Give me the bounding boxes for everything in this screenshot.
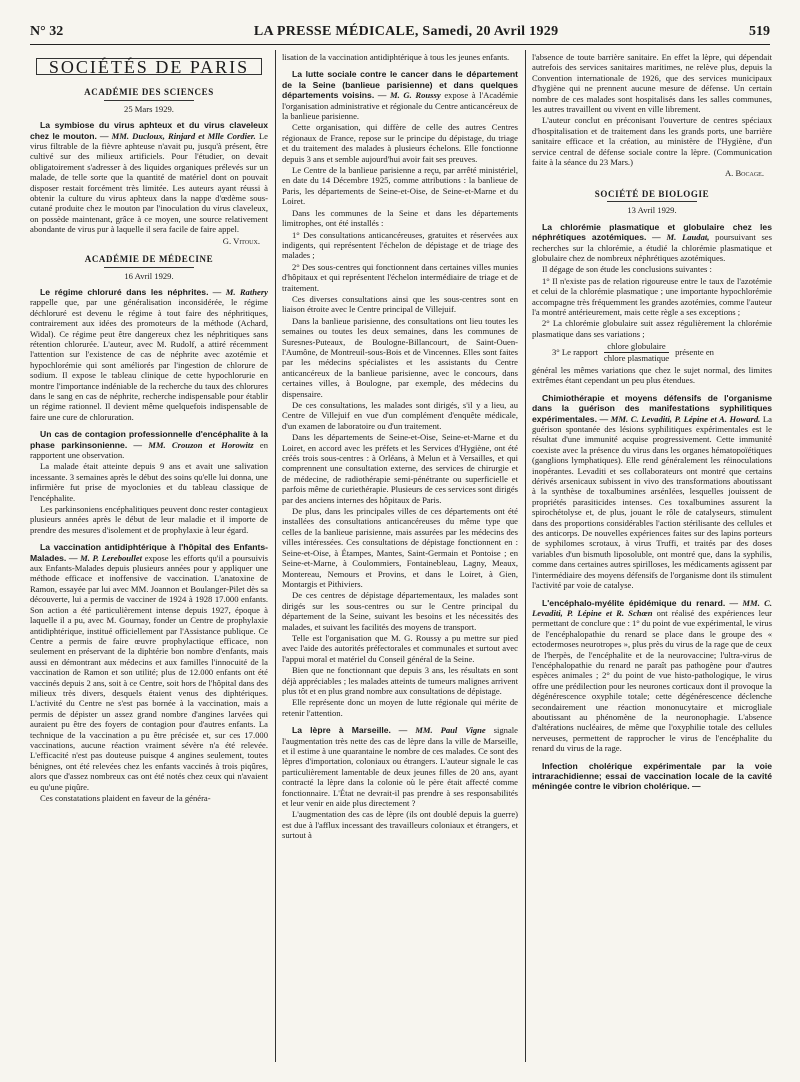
heading-rule xyxy=(104,100,194,101)
article-text: 1° Il n'existe pas de relation rigoureuse entre le taux de l'azotémie et celui de la chlorémie plasmatique ; une importante hypochlorémie accompagne très fréquemment les grandes azotémies, comme l'auteur l'a montré antérieurement, mais cette règle a ses exceptions ; xyxy=(532,275,772,317)
society-heading: SOCIÉTÉ DE BIOLOGIE xyxy=(594,188,710,199)
column-3 xyxy=(532,52,772,1062)
article-text: Bien que ne fonctionnant que depuis 3 ans, les résultats en sont déjà appréciables ; les malades atteints de tumeurs malignes arrivent plus tôt et en plus grand nombre aux consultations de dépistage. xyxy=(282,665,518,696)
article-text: Le virus filtrable de la fièvre aphteuse n'avait pu, jusqu'à présent, être cultivé sur des milieux artificiels. Pour l'étudier, on devait obligatoirement s'adresser à des liquides organiques prélevés sur un malade, de telle sorte que la quantité de matériel dont on pouvait disposer restait forcément très limitée. Les auteurs ayant réussi à obtenir la culture du virus aphteux dans la nappe d'œdème sous-cutané produite chez le mouton par l'inoculation du virus claveleux, on possède maintenant, grâce à ce moyen, une source relativement abondante de virus pur à laquelle il sera facile de faire appel. xyxy=(30,130,268,235)
article-text: De plus, dans les principales villes de ces départements ont été installées des consultations anticancéreuses du même type que celles de la banlieue parisienne, mais assurées par les médecins des villes intéressées. Ces consultations de dépistage fonctionnent en : Seine-et-Oise, à Étampes, Mantes, Saint-Germain et Pontoise ; en Seine-et-Marne, à Coulommiers, Fontainebleau, Lagny, Meaux, Montereau, Nemours et Provins, et dans le Loiret, à Gien, Montargis et Pithiviers. xyxy=(282,506,518,589)
article-authors: — M. P. Lereboullet xyxy=(68,552,143,563)
fraction-denominator: chlore plasmatique xyxy=(603,352,670,363)
article-paragraph xyxy=(532,393,772,591)
page-header xyxy=(30,24,770,40)
article-text: L'auteur conclut en préconisant l'ouverture de centres spéciaux d'hospitalisation et de traitement dans les grands ports, une barrière sanitaire efficace et la création, au ministère de l'Hygiène, d'un service central de défense sociale contre la lèpre. (Communication faite à la séance du 23 Mars.) xyxy=(532,115,772,168)
article-text: lisation de la vaccination antidiphtérique à tous les jeunes enfants. xyxy=(282,52,510,62)
article-authors: — MM. Ducloux, Rinjard et Mlle Cordier. xyxy=(99,130,256,141)
article-title: Infection cholérique expérimentale par la voie intrarachidienne; essai de vaccination locale de la cavité méningée contre le vibrion cholérique. — xyxy=(532,760,772,792)
article-text: ont réalisé des expériences leur permettant de conclure que : 1° du point de vue expérimental, le virus de l'encéphalopathie du renard se place dans le groupe des « ectodermoses neurotropes », plus près du virus de la rage que de ceux de l'herpès, de l'encéphalite et de la neurovaccine; l'ultra-virus de l'encéphalopathie du renard ne paraît pas pathogène pour d'autres espèces animales ; 2° du point de vue histo-pathologique, le virus offre une prédilection pour les neurones corticaux dont il provoque la dégénérescence oxyphile totale; cette dégénérescence déclenche secondairement une réaction mononucytaire et microgliale aboutissant au phénomène de la neuronophagie. L'absence d'altérations nucléaires, de même que l'oxyphilie totale des cellules nerveuses, permettent de rapprocher le virus de l'encéphalite du renard du virus de la rage. xyxy=(532,607,772,754)
article-text: La malade était atteinte depuis 9 ans et avait une salivation incessante. 3 semaines après le début des soins qu'elle lui donna, une infirmière fut prise de myoclonies et du tableau classique de l'encéphalite. xyxy=(30,461,268,503)
formula-suffix: présente en xyxy=(675,346,714,357)
article-authors: — M. G. Roussy xyxy=(377,90,441,101)
article-paragraph xyxy=(30,542,268,792)
article-title: La lèpre à Marseille. xyxy=(292,725,391,736)
academy-heading: ACADÉMIE DES SCIENCES xyxy=(84,87,214,98)
article-text: en rapportent une observation. xyxy=(30,439,268,460)
page-number: 519 xyxy=(749,24,770,39)
article-title: Chimiothérapie et moyens défensifs de l'organisme dans la guérison des manifestations syphilitiques expérimentales. xyxy=(532,392,772,424)
academy-heading: ACADÉMIE DE MÉDECINE xyxy=(84,254,214,265)
article-text: Dans la banlieue parisienne, des consultations ont lieu toutes les semaines ou toutes les deux semaines, dans les communes de Suresnes-Puteaux, de Boulogne-Billancourt, de Saint-Ouen-l'Aumône, de Montreuil-sous-Bois et de Vincennes. Elles sont faites par les médecins spécialistes et les assistants du Centre anticancéreux de la banlieue parisienne, avec le concours, dans certaines villes, à Boulogne, par exemple, des médecins du dispensaire. xyxy=(282,315,518,399)
article-authors: — MM. Crouzon et Horowitz xyxy=(133,439,254,450)
ratio-formula xyxy=(552,341,772,363)
article-text: La guérison spontanée des lésions syphilitiques expérimentales est le résultat d'une immunité acquise progressivement. Cette immunité coexiste avec la présence du virus dans les organes hématopoïétiques (ganglions lymphatiques). Elle rend généralement les réinoculations inopérantes. Levaditi et ses collaborateurs ont montré que certains dérivés arsenicaux subissent in vivo des transformations aboutissant à la synthèse de toxalbumines arsénIées, lesquelles jouissent de propriétés parasiticides intenses. Ces toxalbumines assurent la spirochétolyse et, de plus, jouant le rôle de catalyseurs, stimulent dans des proportions considérables l'action stérilisante des cellules et des anticorps. De nouvelles expériences faites sur des lapins porteurs de syphilomes scrotaux, à virus Truffi, et traités par des doses variables d'un bismuth liposoluble, ont montré que, dans la syphilis, comme dans certaines autres spirilloses, les médicaments agissent par l'intermédiaire des moyens défensifs de l'organisme dont ils stimulent l'activité par voie de catalyse. xyxy=(532,413,772,591)
article-title: La lutte sociale contre le cancer dans le département de la Seine (banlieue parisienne) et dans quelques départements voisins. xyxy=(282,69,518,101)
article-text: De ces centres de dépistage départementaux, les malades sont dirigés sur les sous-centres ou sur le Centre principal du département de la Seine, suivant les besoins et les nécessités des malades, et suivant les facilités des moyens de transport. xyxy=(282,590,518,632)
header-rule xyxy=(30,44,770,45)
article-paragraph xyxy=(532,761,772,792)
session-date: 13 Avril 1929. xyxy=(627,205,677,216)
article-text: expose les efforts qu'il a poursuivis aux Enfants-Malades depuis plusieurs années pour y appliquer une méthode efficace et inoffensive de vaccination. L'anatoxine de Ramon, essayée par lui avec MM. Joannon et Boulanger-Pilet dès sa découverte, lui a permis de vacciner de 1924 à 1928 17.000 enfants. Son action a été particulièrement intense depuis 1927, époque à laquelle il a pu, avec M. Gournay, fonder un Centre de prophylaxie antidiphtérique, institué officiellement par l'Assistance publique. Ce Centre a permis de faire œuvre prophylactique efficace, non seulement en préservant de la diphtérie bon nombre d'enfants, mais aussi en démontrant aux médecins et aux familles l'innocuité de la vaccination de Ramon et son utilité; plus de 12.000 enfants ont été vaccinés depuis 2 ans, soit à ce Centre, soit hors de l'hôpital dans des milieux très divers, desquels étaient venus des diphtériques. L'activité du Centre ne s'est pas bornée à la vaccination, mais a permis de dépister un assez grand nombre d'angines larvées qui auraient pu être des foyers de contagion pour d'autres enfants. La technique de la vaccination a pu être précisée et, sur ces 17.000 vaccinations, aucune réaction vraiment sévère n'a été relevée. L'efficacité n'est pas douteuse puisque 4 angines seulement, toutes bénignes, ont été relevées chez les enfants vaccinés à trois piqûres, alors que d'assez nombreux cas ont été notés chez ceux qui n'avaient eu qu'une piqûre. xyxy=(30,552,268,792)
article-authors: — MM. Paul Vigne xyxy=(398,725,486,736)
article-text: Il dégage de son étude les conclusions suivantes : xyxy=(542,264,712,275)
heading-rule xyxy=(104,267,194,268)
article-paragraph xyxy=(30,429,268,460)
column-1 xyxy=(30,52,268,1062)
formula-prefix: 3° Le rapport xyxy=(552,346,598,357)
session-date: 16 Avril 1929. xyxy=(124,270,174,281)
article-text: Cette organisation, qui diffère de celle des autres Centres régionaux de France, repose sur le principe du dépistage, du triage et du traitement des malades à plusieurs échelons. Elle fonctionne depuis 3 ans et semble aujourd'hui avoir fait ses preuves. xyxy=(282,122,518,164)
article-text: Le Centre de la banlieue parisienne a reçu, par arrêté ministériel, en date du 14 Décembre 1925, comme attributions : la banlieue de Paris, les départements de Seine-et-Oise, de Seine-et-Marne et du Loiret. xyxy=(282,165,518,207)
article-authors: — M. Laudat, xyxy=(652,232,710,243)
article-title: La chlorémie plasmatique et globulaire chez les néphrétiques azotémiques. xyxy=(532,221,772,243)
article-text: rappelle que, par une généralisation inconsidérée, le régime déchloruré est devenu le régime à tout faire des néphritiques, contrairement aux idées des promoteurs de la méthode (Achard, Widal). Ce régime peut être dangereux chez les néphritiques sans rétention chlorurée. L'auteur, avec M. Rudolf, a attiré récemment l'attention sur l'existence de cas de néphrite avec azotémie et hypochlorémie qui sont améliorés par l'ingestion de chlorure de sodium. Il expose le tableau clinique de cette hypochlorurie en montre l'importance indéniable de la recherche du taux des chlorures dans le sang en cas de néphrite, recherche indispensable pour établir un régime rationnel. Il devient même quelquefois indispensable de faire une cure de chloruration. xyxy=(30,297,268,422)
article-text: De ces consultations, les malades sont dirigés, s'il y a lieu, au Centre de Villejuif en vue d'un complément d'enquête médicale, d'un examen de laboratoire ou d'un traitement. xyxy=(282,400,518,431)
article-authors: — MM. C. Levaditi, P. Lépine et R. Schœn xyxy=(532,597,772,618)
article-text: Dans les communes de la Seine et dans les départements limitrophes, ont été installés : xyxy=(282,207,518,229)
signature: A. Bocage. xyxy=(724,168,764,179)
article-paragraph xyxy=(282,69,518,121)
article-text: 2° Des sous-centres qui fonctionnent dans certaines villes munies d'hôpitaux et qui représentent l'échelon intermédiaire de triage et de traitement. xyxy=(282,261,518,293)
section-title: SOCIÉTÉS DE PARIS xyxy=(48,57,250,77)
article-title: Un cas de contagion professionnelle d'encéphalite à la phase parkinsonienne. xyxy=(30,429,268,450)
article-text: Ces constatations plaident en faveur de la généra- xyxy=(40,793,211,803)
article-text: 1° Des consultations anticancéreuses, gratuites et réservées aux indigents, qui représentent l'échelon de dépistage et de triage des malades ; xyxy=(282,229,518,261)
article-text: Dans les départements de Seine-et-Oise, Seine-et-Marne et du Loiret, en accord avec les préfets et les Services d'Hygiène, ont été créés trois sous-centres : à Orléans, à Melun et à Versailles, et qui comprennent une consultation externe, des services de chirurgie et de médecine, de radiothérapie semi-pénétrante ou superficielle et parfois même de curiethérapie. Plusieurs de ces services sont dirigés par des anciens internes des hôpitaux de Paris. xyxy=(282,432,518,505)
article-paragraph xyxy=(30,120,268,234)
article-paragraph xyxy=(30,287,268,422)
article-title: La symbiose du virus aphteux et du virus claveleux chez le mouton. xyxy=(30,120,268,141)
column-2 xyxy=(282,52,518,1062)
column-divider xyxy=(525,50,526,1062)
article-text: Telle est l'organisation que M. G. Roussy a pu mettre sur pied avec l'aide des autorités préfectorales et communales et surtout avec l'appui moral et matériel du Conseil général de la Seine. xyxy=(282,632,518,664)
article-text: Les parkinsoniens encéphalitiques peuvent donc rester contagieux plusieurs années après le début de leur maladie et il importe de prendre des mesures d'isolement et de prophylaxie à leur égard. xyxy=(30,504,268,535)
fraction xyxy=(604,341,669,363)
journal-title: LA PRESSE MÉDICALE, Samedi, 20 Avril 1929 xyxy=(253,24,559,39)
session-date: 25 Mars 1929. xyxy=(124,103,174,114)
article-paragraph xyxy=(532,222,772,264)
article-paragraph xyxy=(532,598,772,754)
article-text: L'augmentation des cas de lèpre (ils ont doublé depuis la guerre) est due à l'afflux incessant des travailleurs coloniaux et étrangers, et surtout à xyxy=(282,809,518,841)
column-divider xyxy=(275,50,276,1062)
article-title: La vaccination antidiphtérique à l'hôpital des Enfants-Malades. xyxy=(30,542,268,563)
article-title: L'encéphalo-myélite épidémique du renard. xyxy=(542,597,726,608)
article-text: 2° La chlorémie globulaire suit assez régulièrement la chlorémie plasmatique dans ses variations ; xyxy=(532,318,772,339)
article-paragraph xyxy=(282,725,518,808)
article-text: Elle représente donc un moyen de lutte régionale qui mérite de retenir l'attention. xyxy=(282,697,518,718)
article-authors: — MM. C. Levaditi, P. Lépine et A. Howard. xyxy=(599,413,761,424)
signature: G. Vitoux. xyxy=(222,235,260,246)
heading-rule xyxy=(607,201,697,202)
article-text: poursuivant ses recherches sur la chlorémie, a étudié la chlorémie plasmatique et globulaire chez de nombreux néphrétiques azotémiques. xyxy=(532,232,772,263)
issue-number: N° 32 xyxy=(30,24,64,39)
article-text: général les mêmes variations que chez le sujet normal, des limites extrêmes étant cependant un peu plus étendues. xyxy=(532,364,772,386)
article-text: expose à l'Académie l'organisation administrative et régionale du Centre anticancéreux de la banlieue parisienne. xyxy=(282,90,518,122)
article-text: signale l'augmentation très nette des cas de lèpre dans la ville de Marseille, et il estime à une quarantaine le nombre de ces malades. Ce sont des lèpres d'importation, coloniaux ou étrangers. L'auteur signale le cas particulièrement lamentable de deux jeunes filles de 20 ans, ayant contracté la lèpre dans la colonie où le père était affecté comme fonctionnaire. L'État ne devrait-il pas prendre à ses responsabilités et leur venir en aide plus directement ? xyxy=(282,725,518,809)
article-authors: — M. Rathery xyxy=(212,286,268,297)
article-text: Ces diverses consultations ainsi que les sous-centres sont en liaison étroite avec le Centre principal de Villejuif. xyxy=(282,293,518,315)
fraction-numerator: chlore globulaire xyxy=(604,341,668,352)
section-banner xyxy=(36,58,262,75)
article-text: l'absence de toute barrière sanitaire. En effet la lèpre, qui dépendait autrefois des services sanitaires maritimes, ne relève plus, depuis la Convention internationale de 1926, que des services municipaux d'hygiène qui ne prennent aucune mesure de défense. Un certain nombre de ces malades sont hospitalisés dans les salles communes, les autres travaillent ou vivent en ville librement. xyxy=(532,52,772,115)
article-title: Le régime chloruré dans les néphrites. xyxy=(40,286,209,297)
